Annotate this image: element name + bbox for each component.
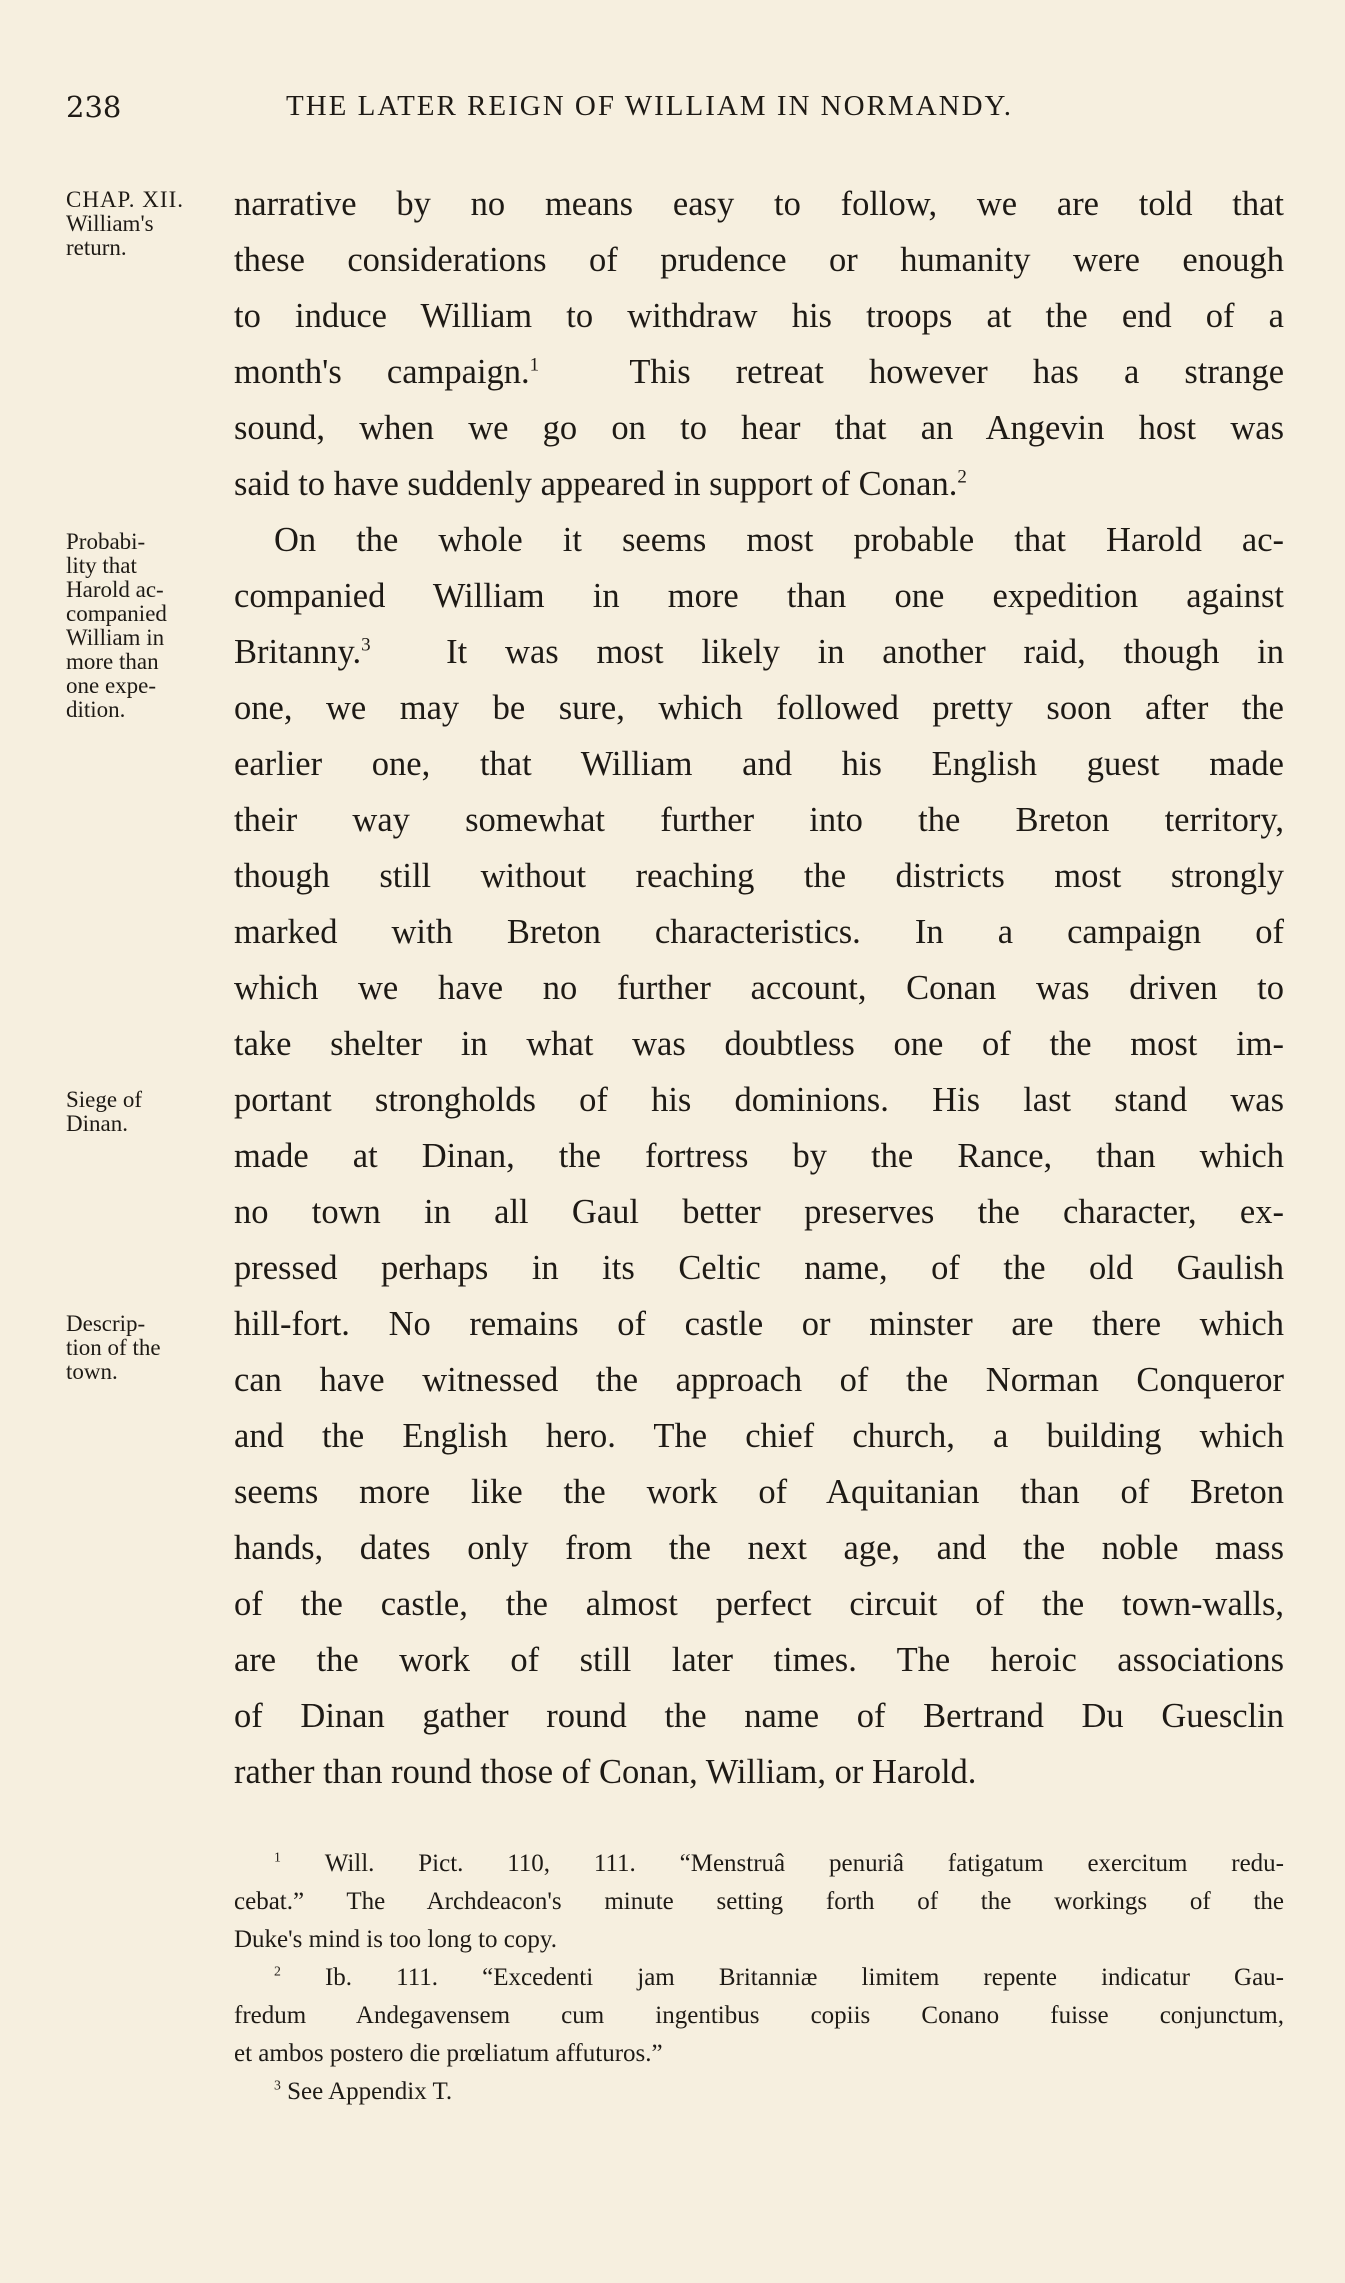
text-line <box>234 456 1284 512</box>
footnote-ref: 3 <box>361 634 371 656</box>
footnote-line: fredum Andegavensem cum ingentibus copiis Conano fuisse conjunctum, <box>234 2002 1284 2029</box>
text-line: one, we may be sure, which followed pretty soon after the <box>234 689 1284 727</box>
text-line: hill-fort. No remains of castle or minster are there which <box>234 1305 1284 1343</box>
margin-note-probability <box>66 530 224 722</box>
text-line: portant strongholds of his dominions. His last stand was <box>234 1081 1284 1119</box>
margin-note-line: lity that <box>66 553 137 578</box>
margin-note-line: town. <box>66 1359 118 1384</box>
margin-note-line: tion of the <box>66 1335 161 1360</box>
footnote-marker: 3 <box>274 2077 281 2093</box>
margin-note-line: dition. <box>66 697 126 722</box>
text-line: sound, when we go on to hear that an Angevin host was <box>234 409 1284 447</box>
footnote-text: Ib. 111. “Excedenti jam Britanniæ limitem repente indicatur Gau- <box>324 1964 1284 1991</box>
text-fragment: said to have suddenly appeared in support of Conan. <box>234 465 958 503</box>
text-line: can have witnessed the approach of the Norman Conqueror <box>234 1361 1284 1399</box>
margin-note-chapter-return <box>66 188 224 260</box>
margin-note-line: William's <box>66 211 154 236</box>
text-fragment: This retreat however has a strange <box>629 353 1285 391</box>
footnote-line: cebat.” The Archdeacon's minute setting forth of the workings of the <box>234 1888 1284 1915</box>
page-number: 238 <box>66 90 122 124</box>
text-line: which we have no further account, Conan was driven to <box>234 969 1284 1007</box>
footnote-text: Will. Pict. 110, 111. “Menstruâ penuriâ fatigatum exercitum redu- <box>324 1850 1284 1877</box>
text-line: hands, dates only from the next age, and the noble mass <box>234 1529 1284 1567</box>
text-line: seems more like the work of Aquitanian than of Breton <box>234 1473 1284 1511</box>
footnote-text: See Appendix T. <box>287 2078 453 2105</box>
text-line: these considerations of prudence or humanity were enough <box>234 241 1284 279</box>
footnote-ref: 2 <box>957 466 967 488</box>
footnote-marker: 2 <box>274 1963 281 1979</box>
footnote-line: Duke's mind is too long to copy. <box>234 1926 558 1953</box>
footnote-ref: 1 <box>529 354 540 376</box>
margin-note-line: William in <box>66 625 165 650</box>
margin-note-line: CHAP. XII. <box>66 187 184 212</box>
margin-note-line: one expe- <box>66 673 157 698</box>
footnote-line <box>234 1959 1284 1997</box>
margin-note-line: Harold ac- <box>66 577 164 602</box>
text-line: rather than round those of Conan, William, or Harold. <box>234 1753 977 1791</box>
margin-note-line: Siege of <box>66 1087 143 1112</box>
margin-note-line: return. <box>66 235 127 260</box>
text-line: On the whole it seems most probable that Harold ac- <box>274 521 1284 559</box>
text-fragment: Britanny. <box>234 633 362 671</box>
text-line: are the work of still later times. The heroic associations <box>234 1641 1284 1679</box>
text-line <box>234 624 1284 680</box>
text-line: companied William in more than one expedition against <box>234 577 1284 615</box>
text-line: to induce William to withdraw his troops at the end of a <box>234 297 1284 335</box>
margin-note-siege <box>66 1088 224 1136</box>
text-fragment: It was most likely in another raid, though in <box>446 633 1285 671</box>
margin-note-line: Descrip- <box>66 1311 146 1336</box>
text-line: pressed perhaps in its Celtic name, of the old Gaulish <box>234 1249 1284 1287</box>
text-line: made at Dinan, the fortress by the Rance, than which <box>234 1137 1284 1175</box>
margin-note-line: more than <box>66 649 159 674</box>
running-head: THE LATER REIGN OF WILLIAM IN NORMANDY. <box>286 90 1013 122</box>
text-fragment: month's campaign. <box>234 353 530 391</box>
text-line: no town in all Gaul better preserves the character, ex- <box>234 1193 1284 1231</box>
text-line: earlier one, that William and his English guest made <box>234 745 1284 783</box>
margin-note-line: companied <box>66 601 167 626</box>
footnote-marker: 1 <box>274 1849 281 1865</box>
margin-note-line: Probabi- <box>66 529 146 554</box>
text-line: of Dinan gather round the name of Bertrand Du Guesclin <box>234 1697 1284 1735</box>
text-line: of the castle, the almost perfect circuit of the town-walls, <box>234 1585 1284 1623</box>
footnote-line <box>234 2073 1284 2111</box>
margin-note-line: Dinan. <box>66 1111 128 1136</box>
main-text <box>234 176 1284 1800</box>
text-line: though still without reaching the districts most strongly <box>234 857 1284 895</box>
text-line <box>234 344 1284 400</box>
margin-note-description <box>66 1312 224 1384</box>
text-line: take shelter in what was doubtless one of the most im- <box>234 1025 1284 1063</box>
footnote-line <box>234 1845 1284 1883</box>
text-line: narrative by no means easy to follow, we are told that <box>234 185 1284 223</box>
text-line: and the English hero. The chief church, a building which <box>234 1417 1284 1455</box>
text-line: marked with Breton characteristics. In a campaign of <box>234 913 1284 951</box>
page-header <box>66 90 1283 130</box>
text-line: their way somewhat further into the Breton territory, <box>234 801 1284 839</box>
footnotes <box>234 1845 1284 2111</box>
footnote-line: et ambos postero die prœliatum affuturos.” <box>234 2040 663 2067</box>
